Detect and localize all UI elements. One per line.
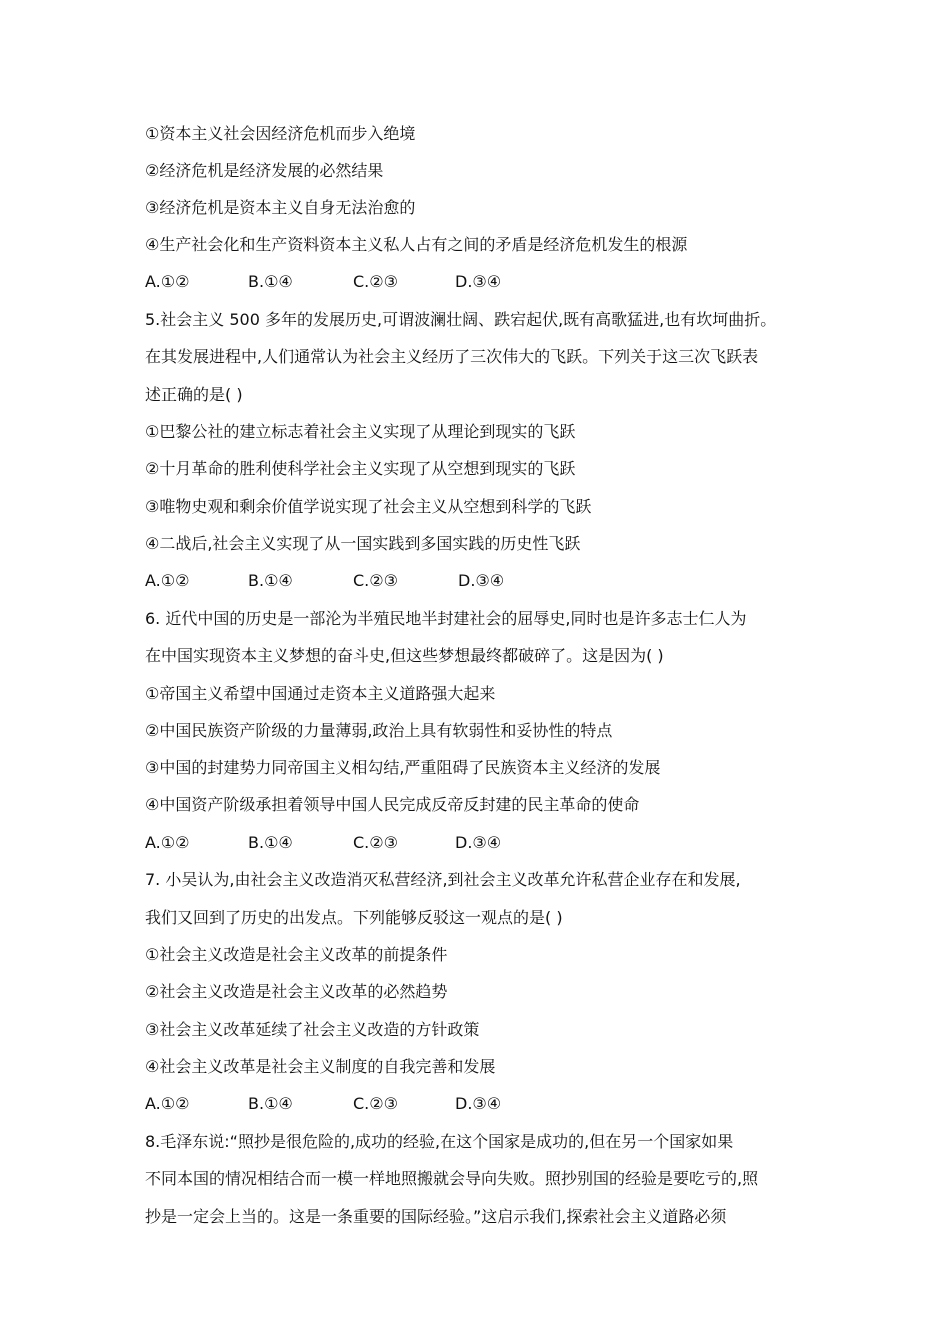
q4-statement-3: ③经济危机是资本主义自身无法治愈的 [145,198,416,217]
q7-option-d: D.③④ [455,1094,502,1113]
q7-option-a: A.①② [145,1094,190,1113]
q4-statement-2: ②经济危机是经济发展的必然结果 [145,161,384,180]
q5-option-b: B.①④ [248,571,293,590]
q5-stem-line-3: 述正确的是( ) [145,385,243,404]
q6-stem-line-1: 6. 近代中国的历史是一部沦为半殖民地半封建社会的屈辱史,同时也是许多志士仁人为 [145,609,747,628]
q7-statement-1: ①社会主义改造是社会主义改革的前提条件 [145,945,448,964]
q4-option-d: D.③④ [455,272,502,291]
q5-stem-line-1: 5.社会主义 500 多年的发展历史,可谓波澜壮阔、跌宕起伏,既有高歌猛进,也有坎坷曲折。 [145,310,777,329]
q5-option-c: C.②③ [353,571,398,590]
q4-option-c: C.②③ [353,272,398,291]
q7-statement-3: ③社会主义改革延续了社会主义改造的方针政策 [145,1020,480,1039]
q8-stem-line-1: 8.毛泽东说:“照抄是很危险的,成功的经验,在这个国家是成功的,但在另一个国家如果 [145,1132,734,1151]
q6-option-c: C.②③ [353,833,398,852]
q7-statement-4: ④社会主义改革是社会主义制度的自我完善和发展 [145,1057,496,1076]
q5-statement-4: ④二战后,社会主义实现了从一国实践到多国实践的历史性飞跃 [145,534,581,553]
q7-stem-line-1: 7. 小吴认为,由社会主义改造消灭私营经济,到社会主义改革允许私营企业存在和发展, [145,870,741,889]
q6-statement-1: ①帝国主义希望中国通过走资本主义道路强大起来 [145,684,496,703]
q5-statement-1: ①巴黎公社的建立标志着社会主义实现了从理论到现实的飞跃 [145,422,576,441]
q6-statement-3: ③中国的封建势力同帝国主义相勾结,严重阻碍了民族资本主义经济的发展 [145,758,661,777]
q4-statement-4: ④生产社会化和生产资料资本主义私人占有之间的矛盾是经济危机发生的根源 [145,235,688,254]
q6-stem-line-2: 在中国实现资本主义梦想的奋斗史,但这些梦想最终都破碎了。这是因为( ) [145,646,664,665]
q7-stem-line-2: 我们又回到了历史的出发点。下列能够反驳这一观点的是( ) [145,908,563,927]
q6-option-a: A.①② [145,833,190,852]
q5-option-a: A.①② [145,571,190,590]
q6-statement-4: ④中国资产阶级承担着领导中国人民完成反帝反封建的民主革命的使命 [145,795,640,814]
q8-stem-line-3: 抄是一定会上当的。这是一条重要的国际经验。”这启示我们,探索社会主义道路必须 [145,1207,727,1226]
q4-statement-1: ①资本主义社会因经济危机而步入绝境 [145,124,416,143]
q6-option-b: B.①④ [248,833,293,852]
q5-stem-line-2: 在其发展进程中,人们通常认为社会主义经历了三次伟大的飞跃。下列关于这三次飞跃表 [145,347,759,366]
q5-statement-3: ③唯物史观和剩余价值学说实现了社会主义从空想到科学的飞跃 [145,497,592,516]
q7-option-c: C.②③ [353,1094,398,1113]
q5-option-d: D.③④ [458,571,505,590]
q4-option-a: A.①② [145,272,190,291]
q7-statement-2: ②社会主义改造是社会主义改革的必然趋势 [145,982,448,1001]
q7-option-b: B.①④ [248,1094,293,1113]
q6-option-d: D.③④ [455,833,502,852]
q5-statement-2: ②十月革命的胜利使科学社会主义实现了从空想到现实的飞跃 [145,459,576,478]
q4-option-b: B.①④ [248,272,293,291]
q6-statement-2: ②中国民族资产阶级的力量薄弱,政治上具有软弱性和妥协性的特点 [145,721,613,740]
q8-stem-line-2: 不同本国的情况相结合而一模一样地照搬就会导向失败。照抄别国的经验是要吃亏的,照 [145,1169,759,1188]
